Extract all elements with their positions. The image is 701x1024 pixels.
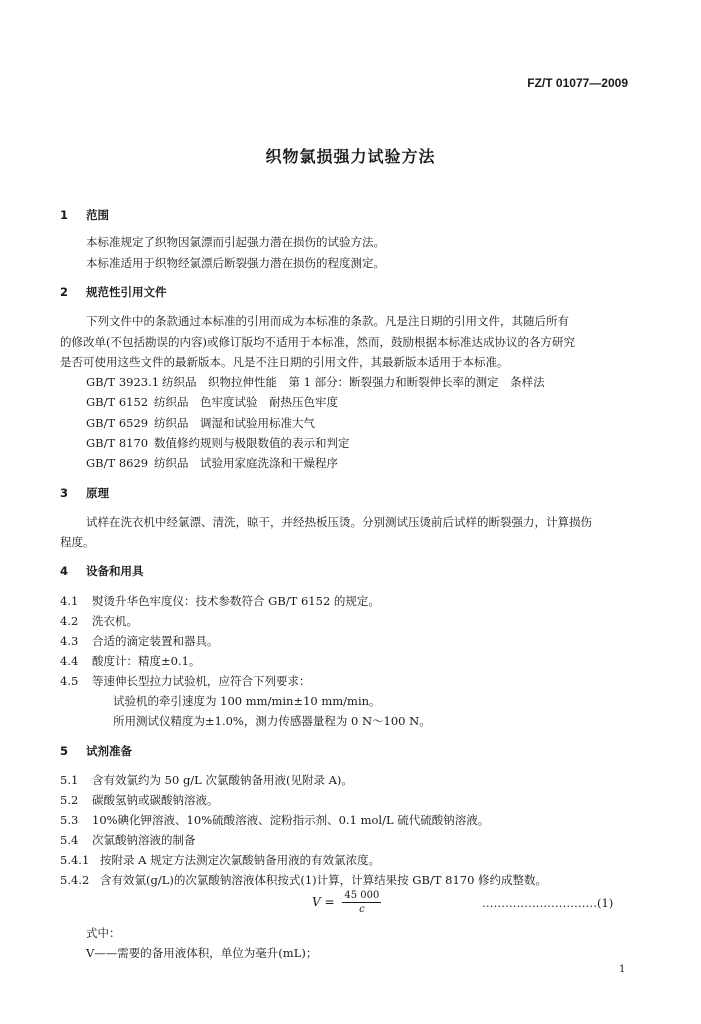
clause-item <box>60 674 311 688</box>
clause-item <box>60 654 200 668</box>
clause-item <box>60 773 353 787</box>
section-number: 4 <box>60 564 69 578</box>
clause-number: 5.4.2 <box>60 873 90 887</box>
clause-text: 洗衣机。 <box>92 614 138 628</box>
reference-code: GB/T 8170 <box>86 436 149 450</box>
clause-number: 5.1 <box>60 773 79 787</box>
clause-number: 5.4 <box>60 833 79 847</box>
clause-number: 5.4.1 <box>60 853 90 867</box>
paragraph-line: 的修改单(不包括勘误的内容)或修订版均不适用于本标准，然而，鼓励根据本标准达成协议的各方研究 <box>60 335 575 349</box>
clause-text: 熨烫升华色牢度仪：技术参数符合 GB/T 6152 的规定。 <box>92 594 380 608</box>
reference-item <box>86 456 338 470</box>
clause-number: 4.3 <box>60 634 79 648</box>
document-title: 织物氯损强力试验方法 <box>265 147 436 166</box>
clause-text: 合适的滴定装置和器具。 <box>92 634 219 648</box>
where-label: 式中： <box>86 926 121 940</box>
section-title: 试剂准备 <box>86 744 132 758</box>
clause-item <box>60 833 196 847</box>
clause-text: 按附录 A 规定方法测定次氯酸钠备用液的有效氯浓度。 <box>100 853 381 867</box>
clause-text: 酸度计：精度±0.1。 <box>92 654 201 668</box>
clause-number: 4.2 <box>60 614 79 628</box>
section-title: 范围 <box>86 208 109 222</box>
paragraph: 本标准适用于织物经氯漂后断裂强力潜在损伤的程度测定。 <box>86 256 385 270</box>
clause-item <box>60 793 219 807</box>
formula-denominator: c <box>359 904 365 915</box>
clause-item <box>60 614 138 628</box>
paragraph-line: 试样在洗衣机中经氯漂、清洗，晾干，并经热板压烫。分别测试压烫前后试样的断裂强力，计算损伤 <box>86 515 592 529</box>
reference-item <box>86 375 545 389</box>
section-title: 规范性引用文件 <box>86 285 167 299</box>
clause-number: 4.5 <box>60 674 79 688</box>
clause-text: 等速伸长型拉力试验机，应符合下列要求： <box>92 674 311 688</box>
reference-title: 数值修约规则与极限数值的表示和判定 <box>154 436 350 450</box>
section-number: 1 <box>60 208 69 222</box>
variable-definition: V——需要的备用液体积，单位为毫升(mL)； <box>86 946 318 960</box>
section-heading-3 <box>60 485 109 501</box>
clause-text: 含有效氯(g/L)的次氯酸钠溶液体积按式(1)计算，计算结果按 GB/T 8170 修约成整数。 <box>100 873 548 887</box>
section-title: 原理 <box>86 486 109 500</box>
clause-number: 4.4 <box>60 654 79 668</box>
reference-code: GB/T 6152 <box>86 395 149 409</box>
clause-text: 含有效氯约为 50 g/L 次氯酸钠备用液(见附录 A)。 <box>92 773 353 787</box>
formula-equals: = <box>324 895 335 909</box>
clause-item <box>60 853 380 867</box>
formula <box>312 890 381 915</box>
section-heading-5 <box>60 743 132 759</box>
reference-item <box>86 416 315 430</box>
formula-fraction <box>342 890 381 915</box>
reference-title: 纺织品 试验用家庭洗涤和干燥程序 <box>154 456 338 470</box>
paragraph: 本标准规定了织物因氯漂而引起强力潜在损伤的试验方法。 <box>86 235 385 249</box>
reference-code: GB/T 8629 <box>86 456 149 470</box>
clause-number: 4.1 <box>60 594 79 608</box>
reference-item <box>86 395 338 409</box>
clause-number: 5.2 <box>60 793 79 807</box>
sub-requirement: 试验机的牵引速度为 100 mm/min±10 mm/min。 <box>113 694 381 708</box>
reference-title: 纺织品 色牢度试验 耐热压色牢度 <box>154 395 338 409</box>
section-number: 2 <box>60 285 69 299</box>
clause-item <box>60 813 489 827</box>
paragraph-line: 是否可使用这些文件的最新版本。凡是不注日期的引用文件，其最新版本适用于本标准。 <box>60 355 509 369</box>
clause-text: 10%碘化钾溶液、10%硫酸溶液、淀粉指示剂、0.1 mol/L 硫代硫酸钠溶液。 <box>92 813 490 827</box>
reference-title: 纺织品 织物拉伸性能 第 1 部分：断裂强力和断裂伸长率的测定 条样法 <box>162 375 545 389</box>
equation-number: …………………………(1) <box>482 896 614 910</box>
sub-requirement: 所用测试仪精度为±1.0%，测力传感器量程为 0 N～100 N。 <box>113 714 431 728</box>
clause-item <box>60 873 547 887</box>
section-number: 3 <box>60 486 69 500</box>
standard-code: FZ/T 01077—2009 <box>527 76 628 90</box>
page-number: 1 <box>619 964 626 975</box>
formula-numerator: 45 000 <box>344 890 380 901</box>
section-heading-1 <box>60 207 109 223</box>
section-title: 设备和用具 <box>86 564 144 578</box>
paragraph-line: 下列文件中的条款通过本标准的引用而成为本标准的条款。凡是注日期的引用文件，其随后所有 <box>86 314 569 328</box>
section-number: 5 <box>60 744 69 758</box>
formula-lhs: V <box>312 895 321 909</box>
section-heading-2 <box>60 284 167 300</box>
reference-item <box>86 436 350 450</box>
reference-title: 纺织品 调湿和试验用标准大气 <box>154 416 315 430</box>
clause-text: 次氯酸钠溶液的制备 <box>92 833 196 847</box>
section-heading-4 <box>60 563 144 579</box>
clause-item <box>60 594 380 608</box>
paragraph-line: 程度。 <box>60 535 95 549</box>
clause-item <box>60 634 219 648</box>
reference-code: GB/T 6529 <box>86 416 149 430</box>
clause-number: 5.3 <box>60 813 79 827</box>
reference-code: GB/T 3923.1 <box>86 375 160 389</box>
clause-text: 碳酸氢钠或碳酸钠溶液。 <box>92 793 219 807</box>
